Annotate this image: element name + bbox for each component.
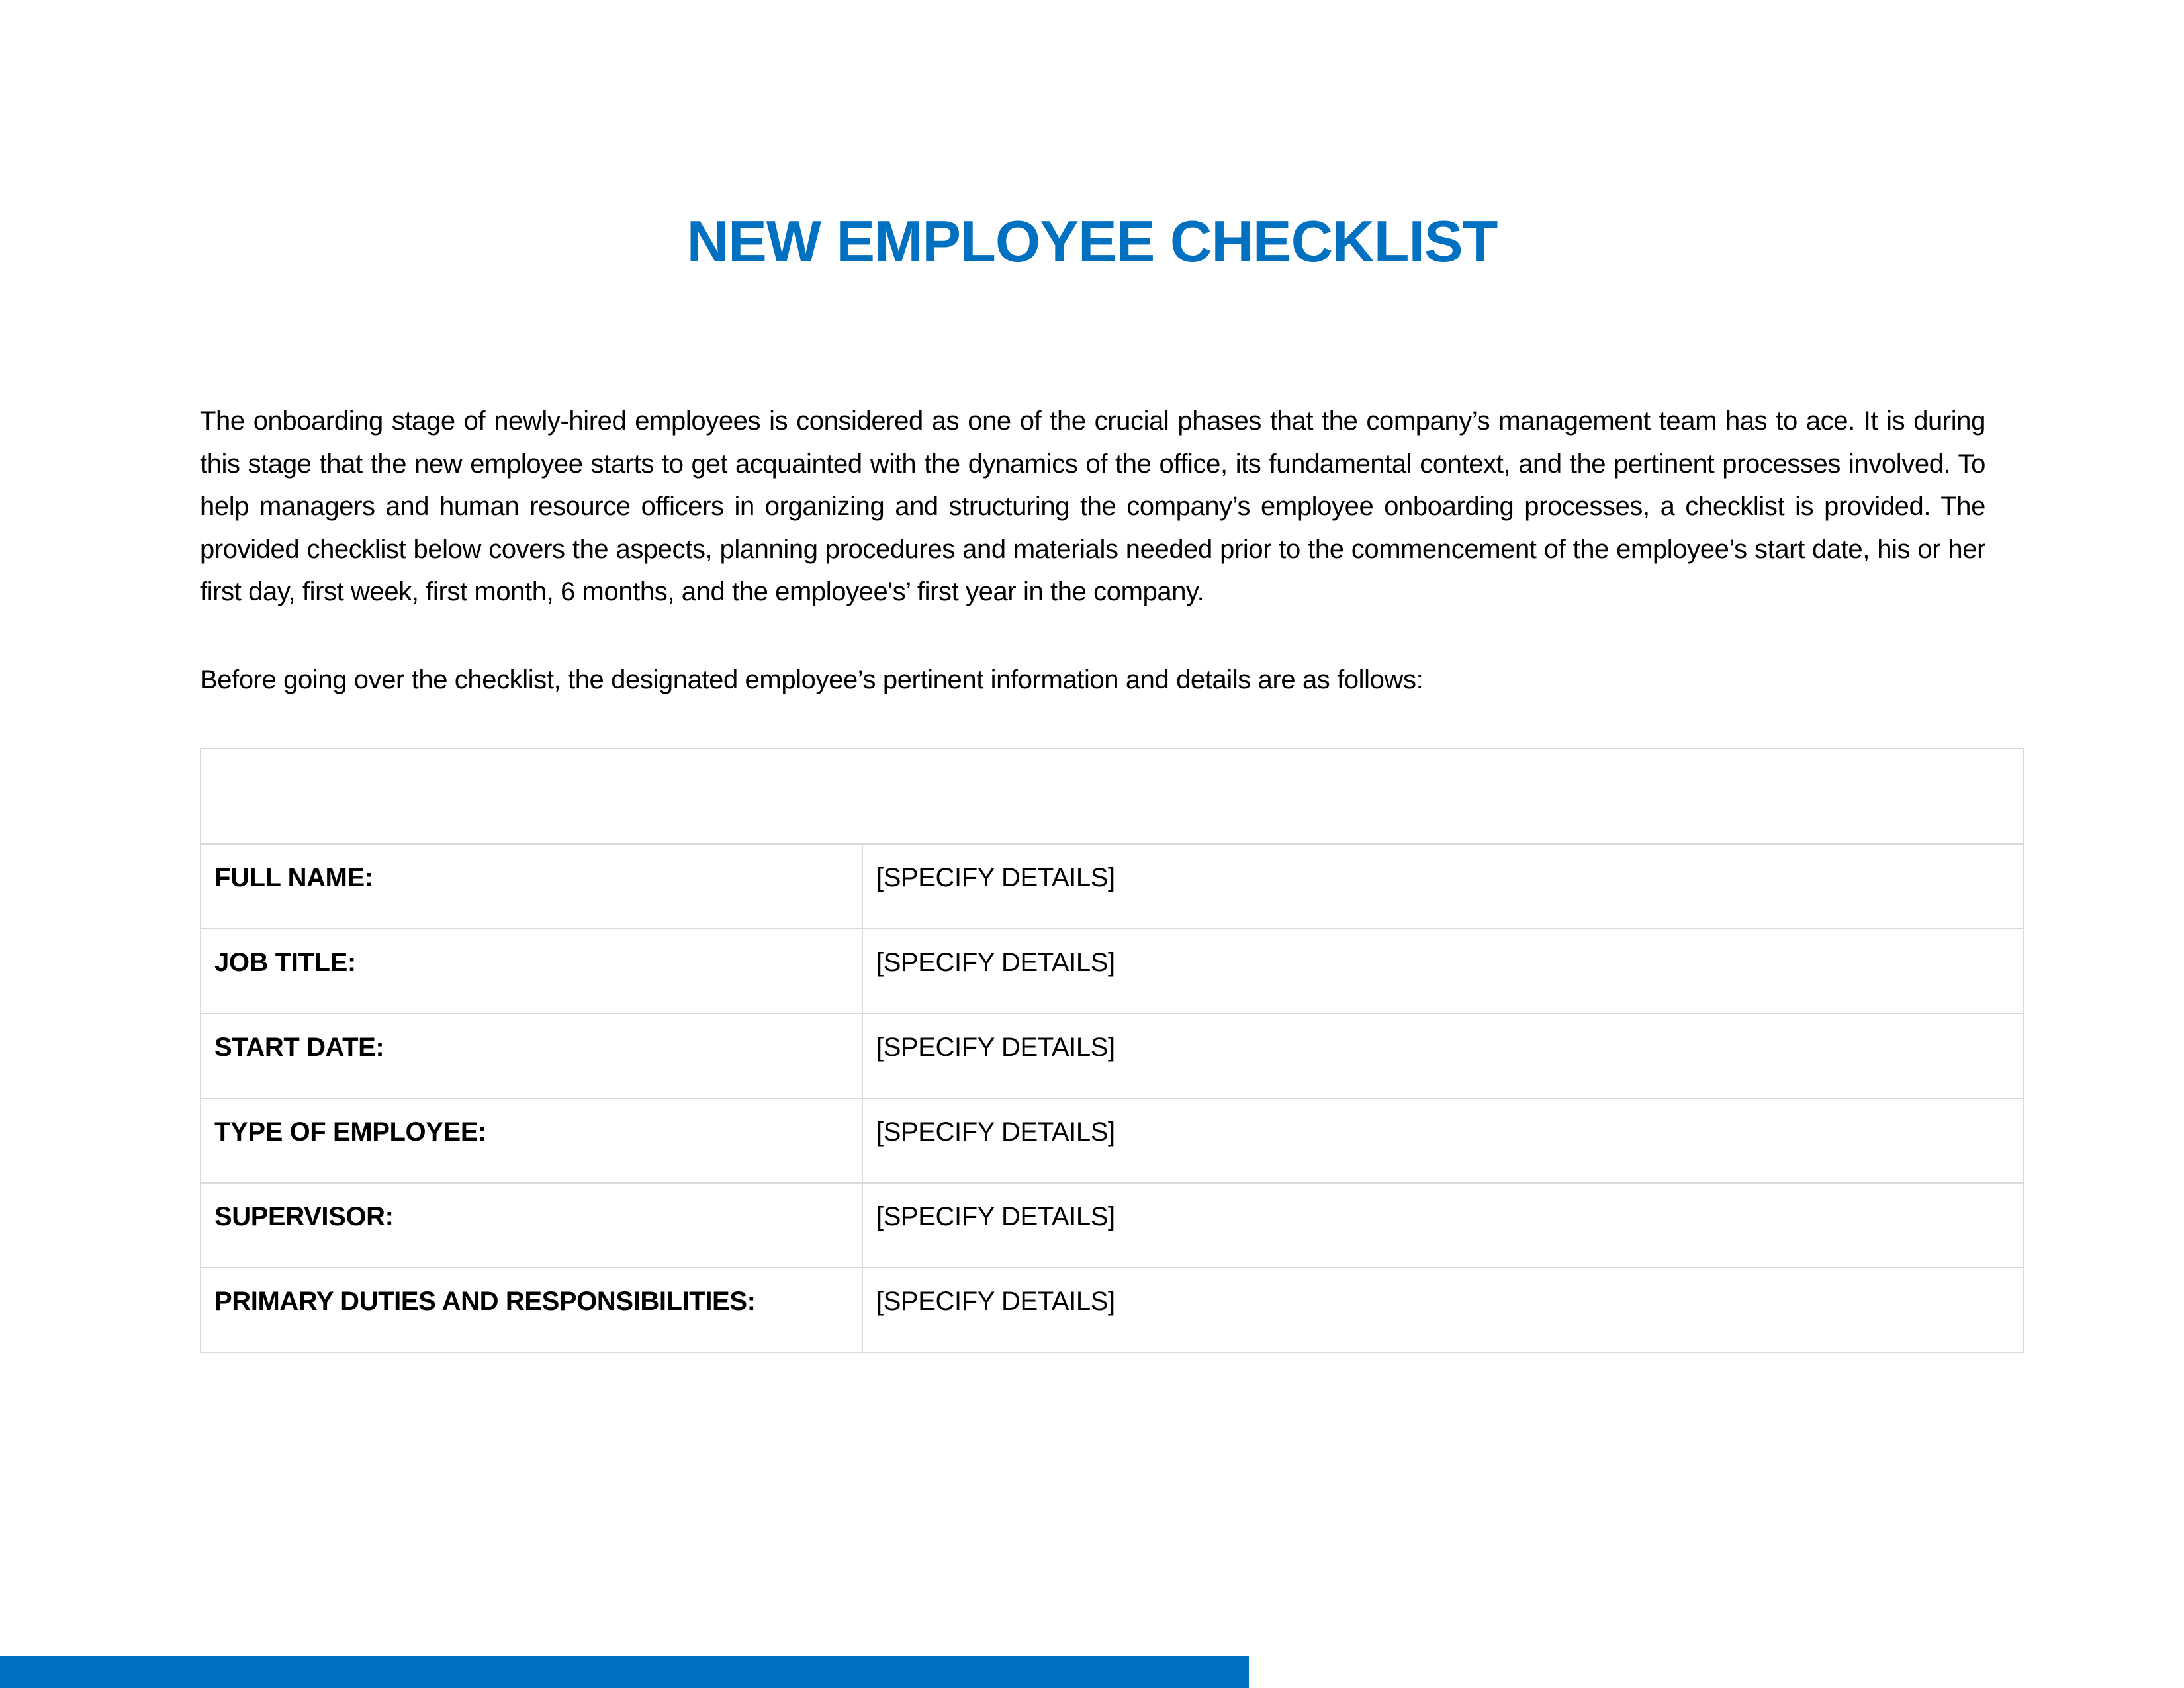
table-header-row [201, 749, 2023, 844]
row-label: START DATE: [201, 1013, 862, 1098]
row-label: TYPE OF EMPLOYEE: [201, 1098, 862, 1183]
row-value-field[interactable]: [SPECIFY DETAILS] [862, 1268, 2023, 1352]
table-header-cell [201, 749, 2023, 844]
lead-in-text: Before going over the checklist, the designated employee’s pertinent information and details are as follows: [200, 665, 1424, 694]
row-value-field[interactable]: [SPECIFY DETAILS] [862, 1098, 2023, 1183]
table-row-employee-type [201, 1098, 2023, 1183]
row-label: FULL NAME: [201, 844, 862, 929]
table-row-supervisor [201, 1183, 2023, 1268]
row-value-field[interactable]: [SPECIFY DETAILS] [862, 1183, 2023, 1268]
page-title: NEW EMPLOYEE CHECKLIST [686, 209, 1498, 274]
row-label: PRIMARY DUTIES AND RESPONSIBILITIES: [201, 1268, 862, 1352]
row-label: JOB TITLE: [201, 929, 862, 1013]
table-row-job-title [201, 929, 2023, 1013]
employee-info-table [200, 748, 2024, 1353]
footer-accent-bar [0, 1656, 1249, 1688]
intro-paragraph: The onboarding stage of newly-hired employees is considered as one of the crucial phases that the company’s management team has to ace. It is during this stage that the new employee starts to get acquainted with the dynamics of the office, its fundamental context, and the pertinent processes involved. To help managers and human resource officers in organizing and structuring the company’s employee onboarding processes, a checklist is provided. The provided checklist below covers the aspects, planning procedures and materials needed prior to the commencement of the employee’s start date, his or her first day, first week, first month, 6 months, and the employee's’ first year in the company. [200, 406, 1985, 606]
table-row-duties [201, 1268, 2023, 1352]
row-value-field[interactable]: [SPECIFY DETAILS] [862, 1013, 2023, 1098]
row-value-field[interactable]: [SPECIFY DETAILS] [862, 929, 2023, 1013]
table-row-full-name [201, 844, 2023, 929]
row-label: SUPERVISOR: [201, 1183, 862, 1268]
table-row-start-date [201, 1013, 2023, 1098]
row-value-field[interactable]: [SPECIFY DETAILS] [862, 844, 2023, 929]
